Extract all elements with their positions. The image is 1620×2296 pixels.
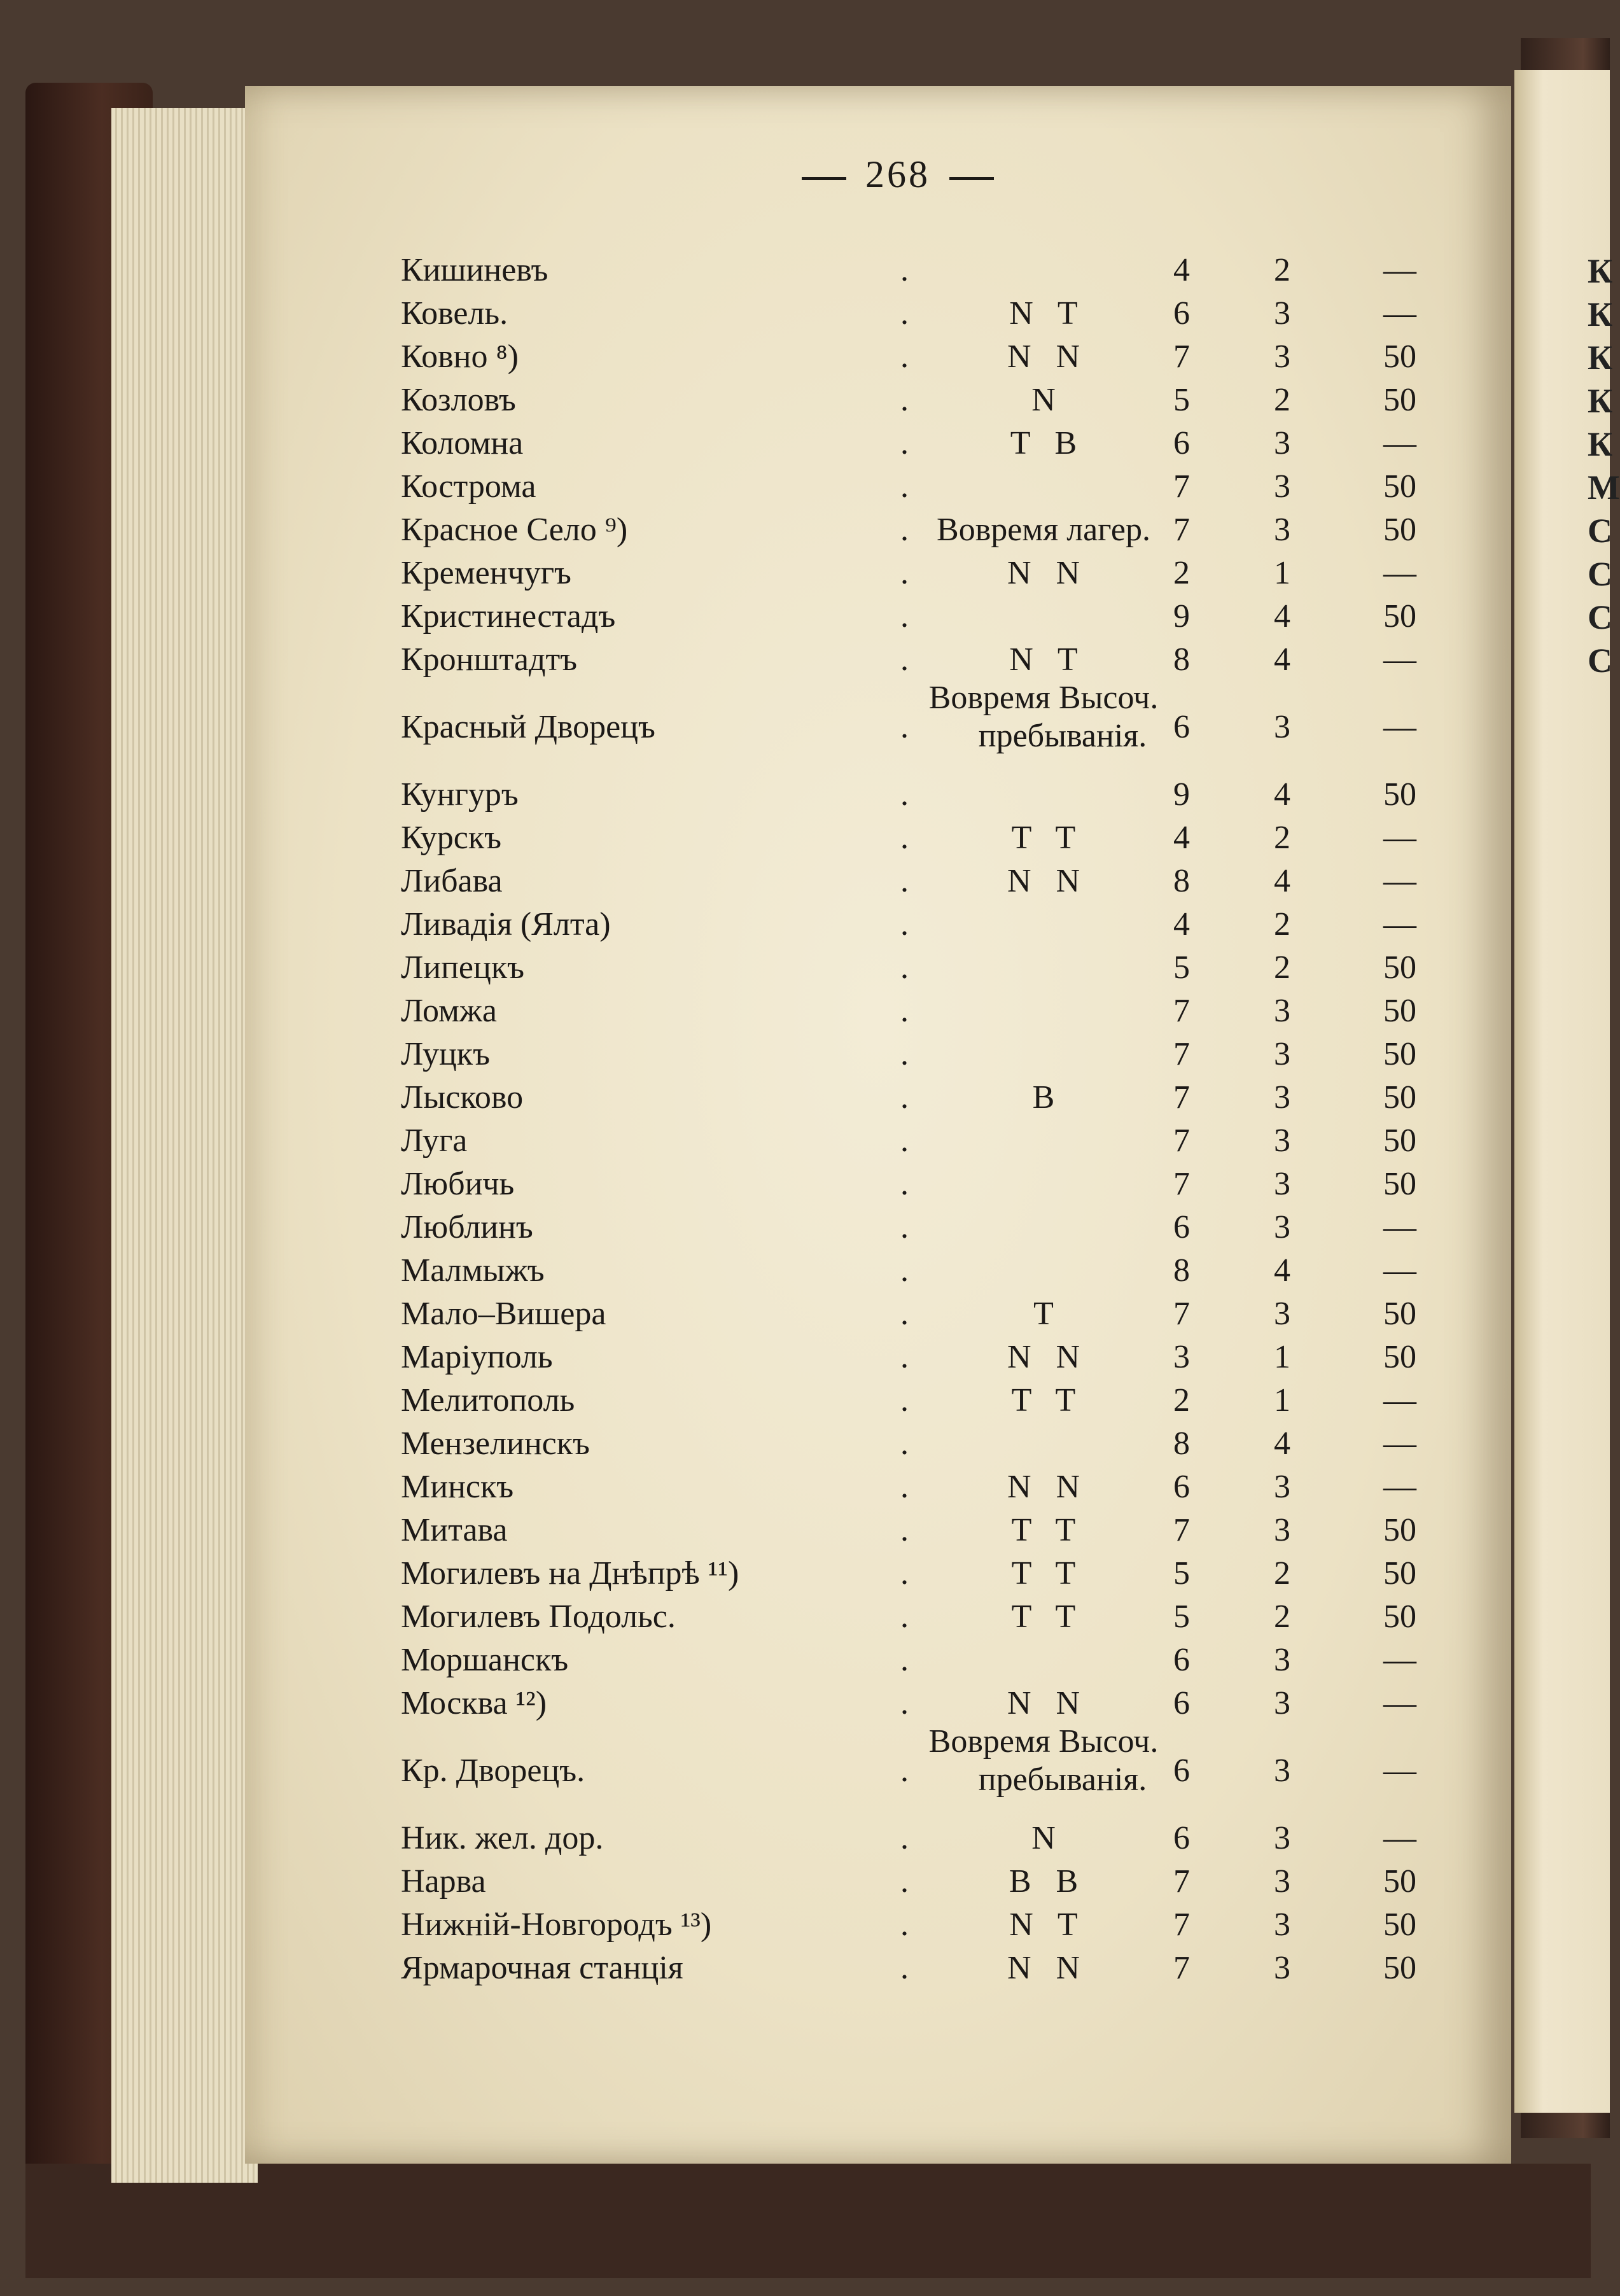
- table-row: [0, 1723, 1463, 1798]
- leader-dot: .: [900, 1252, 909, 1289]
- telegraph-notes: N N: [1007, 339, 1080, 375]
- value-c3: —: [1383, 1469, 1416, 1505]
- leader-dot: .: [900, 382, 909, 418]
- value-c2: 4: [1274, 863, 1290, 899]
- value-c1: 4: [1173, 906, 1190, 942]
- station-name: Ярмарочная станція: [401, 1950, 683, 1986]
- facing-page-letter: К: [1588, 382, 1613, 420]
- value-c3: 50: [1383, 1166, 1416, 1202]
- value-c3: 50: [1383, 1296, 1416, 1332]
- book-cover-bottom: [25, 2164, 1591, 2278]
- table-row: [0, 468, 1463, 510]
- telegraph-notes: B: [1032, 1079, 1055, 1116]
- station-name: Мало–Вишера: [401, 1296, 606, 1332]
- table-row: [0, 1122, 1463, 1164]
- value-c2: 4: [1274, 641, 1290, 678]
- station-name: Липецкъ: [401, 949, 524, 986]
- value-c1: 4: [1173, 820, 1190, 856]
- value-c2: 3: [1274, 1469, 1290, 1505]
- value-c1: 9: [1173, 776, 1190, 813]
- value-c3: 50: [1383, 776, 1416, 813]
- value-c2: 3: [1274, 1512, 1290, 1548]
- value-c2: 2: [1274, 252, 1290, 288]
- telegraph-notes: T T: [1011, 1382, 1076, 1418]
- leader-dot: .: [900, 1079, 909, 1116]
- leader-dot: .: [900, 339, 909, 375]
- value-c1: 7: [1173, 1907, 1190, 1943]
- value-c3: —: [1383, 863, 1416, 899]
- station-name: Ломжа: [401, 993, 497, 1029]
- station-name: Кострома: [401, 468, 536, 505]
- table-row: [0, 1555, 1463, 1597]
- value-c1: 4: [1173, 252, 1190, 288]
- leader-dot: .: [900, 906, 909, 942]
- facing-page-letter: С: [1588, 512, 1612, 550]
- value-c3: 50: [1383, 1339, 1416, 1375]
- leader-dot: .: [900, 1555, 909, 1592]
- station-name: Красный Дворецъ: [401, 709, 655, 745]
- table-row: [0, 1684, 1463, 1726]
- telegraph-notes: Вовремя лагер.: [937, 512, 1150, 548]
- value-c3: 50: [1383, 993, 1416, 1029]
- value-c3: —: [1383, 1642, 1416, 1678]
- facing-page-letter: К: [1588, 425, 1613, 463]
- station-name: Маріуполь: [401, 1339, 553, 1375]
- table-row: [0, 1035, 1463, 1077]
- value-c2: 3: [1274, 339, 1290, 375]
- table-row: [0, 680, 1463, 754]
- value-c3: —: [1383, 1209, 1416, 1245]
- value-c2: 4: [1274, 598, 1290, 634]
- value-c3: 50: [1383, 598, 1416, 634]
- telegraph-notes: N T: [1009, 1907, 1078, 1943]
- table-row: [0, 1338, 1463, 1380]
- station-name: Коломна: [401, 425, 524, 461]
- station-name: Лысково: [401, 1079, 524, 1116]
- leader-dot: .: [900, 863, 909, 899]
- station-name: Люблинъ: [401, 1209, 533, 1245]
- value-c1: 7: [1173, 512, 1190, 548]
- value-c3: —: [1383, 641, 1416, 678]
- telegraph-notes: N: [1031, 1820, 1056, 1856]
- value-c1: 6: [1173, 295, 1190, 332]
- value-c2: 3: [1274, 1753, 1290, 1789]
- value-c3: —: [1383, 1425, 1416, 1462]
- value-c1: 7: [1173, 1950, 1190, 1986]
- value-c3: —: [1383, 295, 1416, 332]
- station-name: Курскъ: [401, 820, 502, 856]
- station-name: Мензелинскъ: [401, 1425, 590, 1462]
- table-row: [0, 1208, 1463, 1250]
- leader-dot: .: [900, 776, 909, 813]
- table-row: [0, 1863, 1463, 1905]
- header-dash-right: [949, 177, 994, 180]
- header-dash-left: [802, 177, 846, 180]
- station-name: Либава: [401, 863, 503, 899]
- station-name: Кр. Дворецъ.: [401, 1753, 585, 1789]
- value-c2: 4: [1274, 1252, 1290, 1289]
- leader-dot: .: [900, 1339, 909, 1375]
- value-c1: 7: [1173, 339, 1190, 375]
- telegraph-notes: [904, 1723, 1184, 1799]
- telegraph-notes: T B: [1010, 425, 1077, 461]
- value-c2: 3: [1274, 1820, 1290, 1856]
- value-c1: 6: [1173, 1209, 1190, 1245]
- leader-dot: .: [900, 1512, 909, 1548]
- table-row: [0, 295, 1463, 337]
- value-c2: 3: [1274, 1685, 1290, 1721]
- value-c1: 7: [1173, 993, 1190, 1029]
- value-c3: 50: [1383, 1036, 1416, 1072]
- table-row: [0, 1252, 1463, 1294]
- value-c3: —: [1383, 252, 1416, 288]
- leader-dot: .: [900, 1382, 909, 1418]
- value-c3: 50: [1383, 339, 1416, 375]
- station-name: Кунгуръ: [401, 776, 519, 813]
- leader-dot: .: [900, 1863, 909, 1900]
- value-c1: 7: [1173, 1166, 1190, 1202]
- value-c3: —: [1383, 906, 1416, 942]
- value-c1: 7: [1173, 1296, 1190, 1332]
- table-row: [0, 1079, 1463, 1121]
- leader-dot: .: [900, 1209, 909, 1245]
- leader-dot: .: [900, 1599, 909, 1635]
- value-c1: 7: [1173, 1079, 1190, 1116]
- facing-page-letter: К: [1588, 339, 1613, 377]
- value-c1: 5: [1173, 949, 1190, 986]
- station-name: Минскъ: [401, 1469, 514, 1505]
- table-row: [0, 1425, 1463, 1467]
- leader-dot: .: [900, 1753, 909, 1789]
- value-c3: —: [1383, 1252, 1416, 1289]
- station-name: Нижній-Новгородъ ¹³): [401, 1907, 712, 1943]
- station-name: Кристинестадъ: [401, 598, 616, 634]
- value-c3: —: [1383, 1753, 1416, 1789]
- value-c1: 5: [1173, 1555, 1190, 1592]
- table-row: [0, 1949, 1463, 1991]
- telegraph-notes: N N: [1007, 555, 1080, 591]
- leader-dot: .: [900, 598, 909, 634]
- facing-page-letter: С: [1588, 555, 1612, 593]
- value-c3: 50: [1383, 468, 1416, 505]
- value-c2: 3: [1274, 512, 1290, 548]
- table-row: [0, 1468, 1463, 1510]
- value-c3: 50: [1383, 1950, 1416, 1986]
- value-c3: —: [1383, 1382, 1416, 1418]
- telegraph-notes: N T: [1009, 641, 1078, 678]
- leader-dot: .: [900, 1296, 909, 1332]
- value-c2: 2: [1274, 949, 1290, 986]
- table-row: [0, 338, 1463, 380]
- station-name: Ковель.: [401, 295, 508, 332]
- table-row: [0, 862, 1463, 904]
- notes-line-2: пребыванія.: [978, 1761, 1147, 1798]
- station-name: Ливадія (Ялта): [401, 906, 611, 942]
- facing-page-letter: М: [1588, 468, 1620, 507]
- value-c1: 8: [1173, 641, 1190, 678]
- table-row: [0, 1641, 1463, 1683]
- leader-dot: .: [900, 709, 909, 745]
- telegraph-notes: N T: [1009, 295, 1078, 332]
- value-c1: 6: [1173, 1469, 1190, 1505]
- leader-dot: .: [900, 252, 909, 288]
- leader-dot: .: [900, 295, 909, 332]
- value-c3: 50: [1383, 1123, 1416, 1159]
- table-row: [0, 1511, 1463, 1553]
- table-row: [0, 1295, 1463, 1337]
- value-c2: 2: [1274, 1599, 1290, 1635]
- value-c2: 3: [1274, 425, 1290, 461]
- value-c1: 7: [1173, 1123, 1190, 1159]
- value-c2: 3: [1274, 1079, 1290, 1116]
- value-c3: —: [1383, 1685, 1416, 1721]
- facing-page-letter: К: [1588, 295, 1613, 333]
- leader-dot: .: [900, 1123, 909, 1159]
- value-c2: 3: [1274, 993, 1290, 1029]
- value-c3: 50: [1383, 1555, 1416, 1592]
- leader-dot: .: [900, 1685, 909, 1721]
- telegraph-notes: T T: [1011, 1599, 1076, 1635]
- table-row: [0, 1906, 1463, 1948]
- leader-dot: .: [900, 468, 909, 505]
- station-name: Красное Село ⁹): [401, 512, 628, 548]
- table-row: [0, 1165, 1463, 1207]
- value-c3: 50: [1383, 1599, 1416, 1635]
- value-c2: 3: [1274, 1209, 1290, 1245]
- table-row: [0, 1598, 1463, 1640]
- value-c3: 50: [1383, 949, 1416, 986]
- telegraph-notes: N N: [1007, 1339, 1080, 1375]
- table-row: [0, 906, 1463, 948]
- leader-dot: .: [900, 425, 909, 461]
- page-number: 268: [865, 153, 930, 195]
- value-c3: —: [1383, 709, 1416, 745]
- value-c1: 5: [1173, 1599, 1190, 1635]
- value-c2: 2: [1274, 382, 1290, 418]
- leader-dot: .: [900, 555, 909, 591]
- value-c2: 3: [1274, 709, 1290, 745]
- table-row: [0, 949, 1463, 991]
- value-c3: —: [1383, 1820, 1416, 1856]
- value-c2: 3: [1274, 1907, 1290, 1943]
- table-row: [0, 381, 1463, 423]
- value-c2: 3: [1274, 1123, 1290, 1159]
- facing-page-letter: С: [1588, 598, 1612, 636]
- value-c2: 3: [1274, 1642, 1290, 1678]
- telegraph-notes: T T: [1011, 1512, 1076, 1548]
- station-name: Могилевъ на Днѣпрѣ ¹¹): [401, 1555, 739, 1592]
- telegraph-notes: T: [1033, 1296, 1054, 1332]
- telegraph-notes: N N: [1007, 1685, 1080, 1721]
- station-name: Козловъ: [401, 382, 516, 418]
- notes-line-1: Вовремя Высоч.: [928, 1723, 1159, 1760]
- leader-dot: .: [900, 820, 909, 856]
- table-row: [0, 1382, 1463, 1424]
- value-c3: 50: [1383, 1863, 1416, 1900]
- value-c1: 7: [1173, 1512, 1190, 1548]
- value-c1: 8: [1173, 1425, 1190, 1462]
- table-row: [0, 554, 1463, 596]
- facing-page-letter: К: [1588, 252, 1613, 290]
- telegraph-notes: N N: [1007, 863, 1080, 899]
- leader-dot: .: [900, 993, 909, 1029]
- value-c2: 1: [1274, 555, 1290, 591]
- value-c2: 3: [1274, 1863, 1290, 1900]
- station-name: Нарва: [401, 1863, 486, 1900]
- value-c3: 50: [1383, 1079, 1416, 1116]
- table-row: [0, 511, 1463, 553]
- value-c1: 5: [1173, 382, 1190, 418]
- station-name: Любичь: [401, 1166, 515, 1202]
- station-name: Мелитополь: [401, 1382, 575, 1418]
- value-c2: 3: [1274, 295, 1290, 332]
- station-name: Могилевъ Подольс.: [401, 1599, 676, 1635]
- telegraph-notes: B B: [1009, 1863, 1079, 1900]
- leader-dot: .: [900, 1036, 909, 1072]
- value-c3: 50: [1383, 512, 1416, 548]
- value-c2: 2: [1274, 820, 1290, 856]
- value-c2: 3: [1274, 1036, 1290, 1072]
- telegraph-notes: N N: [1007, 1950, 1080, 1986]
- value-c3: —: [1383, 425, 1416, 461]
- table-row: [0, 1819, 1463, 1861]
- value-c2: 2: [1274, 1555, 1290, 1592]
- leader-dot: .: [900, 949, 909, 986]
- leader-dot: .: [900, 1820, 909, 1856]
- value-c1: 2: [1173, 1382, 1190, 1418]
- facing-page-letter: С: [1588, 641, 1612, 680]
- value-c2: 1: [1274, 1339, 1290, 1375]
- telegraph-notes: N N: [1007, 1469, 1080, 1505]
- notes-line-1: Вовремя Высоч.: [928, 680, 1159, 716]
- station-name: Кронштадтъ: [401, 641, 578, 678]
- station-name: Митава: [401, 1512, 508, 1548]
- value-c1: 6: [1173, 1642, 1190, 1678]
- table-row: [0, 251, 1463, 293]
- value-c3: 50: [1383, 1512, 1416, 1548]
- page-header: [783, 153, 1013, 197]
- value-c1: 7: [1173, 1036, 1190, 1072]
- value-c1: 7: [1173, 1863, 1190, 1900]
- value-c3: —: [1383, 820, 1416, 856]
- table-row: [0, 776, 1463, 818]
- station-name: Луцкъ: [401, 1036, 490, 1072]
- table-row: [0, 424, 1463, 466]
- table-row: [0, 598, 1463, 640]
- station-name: Москва ¹²): [401, 1685, 547, 1721]
- station-name: Луга: [401, 1123, 468, 1159]
- leader-dot: .: [900, 1642, 909, 1678]
- value-c1: 6: [1173, 425, 1190, 461]
- station-name: Моршанскъ: [401, 1642, 569, 1678]
- value-c2: 3: [1274, 1950, 1290, 1986]
- table-row: [0, 819, 1463, 861]
- leader-dot: .: [900, 1166, 909, 1202]
- value-c2: 4: [1274, 776, 1290, 813]
- telegraph-notes: T T: [1011, 1555, 1076, 1592]
- telegraph-notes: T T: [1011, 820, 1076, 856]
- leader-dot: .: [900, 1469, 909, 1505]
- table-row: [0, 992, 1463, 1034]
- value-c1: 2: [1173, 555, 1190, 591]
- value-c2: 3: [1274, 1296, 1290, 1332]
- leader-dot: .: [900, 1907, 909, 1943]
- leader-dot: .: [900, 641, 909, 678]
- telegraph-notes: [904, 679, 1184, 755]
- value-c2: 3: [1274, 468, 1290, 505]
- value-c1: 7: [1173, 468, 1190, 505]
- station-name: Ник. жел. дор.: [401, 1820, 604, 1856]
- value-c2: 2: [1274, 906, 1290, 942]
- table-row: [0, 641, 1463, 683]
- station-name: Кишиневъ: [401, 252, 548, 288]
- value-c1: 9: [1173, 598, 1190, 634]
- leader-dot: .: [900, 1950, 909, 1986]
- station-name: Малмыжъ: [401, 1252, 545, 1289]
- value-c2: 3: [1274, 1166, 1290, 1202]
- value-c3: 50: [1383, 382, 1416, 418]
- value-c1: 6: [1173, 1685, 1190, 1721]
- value-c1: 8: [1173, 863, 1190, 899]
- notes-line-2: пребыванія.: [978, 718, 1147, 754]
- value-c1: 6: [1173, 1820, 1190, 1856]
- value-c1: 3: [1173, 1339, 1190, 1375]
- leader-dot: .: [900, 512, 909, 548]
- value-c2: 1: [1274, 1382, 1290, 1418]
- value-c3: 50: [1383, 1907, 1416, 1943]
- value-c1: 6: [1173, 1753, 1190, 1789]
- value-c1: 8: [1173, 1252, 1190, 1289]
- value-c1: 6: [1173, 709, 1190, 745]
- leader-dot: .: [900, 1425, 909, 1462]
- station-name: Ковно ⁸): [401, 339, 519, 375]
- value-c2: 4: [1274, 1425, 1290, 1462]
- value-c3: —: [1383, 555, 1416, 591]
- station-name: Кременчугъ: [401, 555, 571, 591]
- telegraph-notes: N: [1031, 382, 1056, 418]
